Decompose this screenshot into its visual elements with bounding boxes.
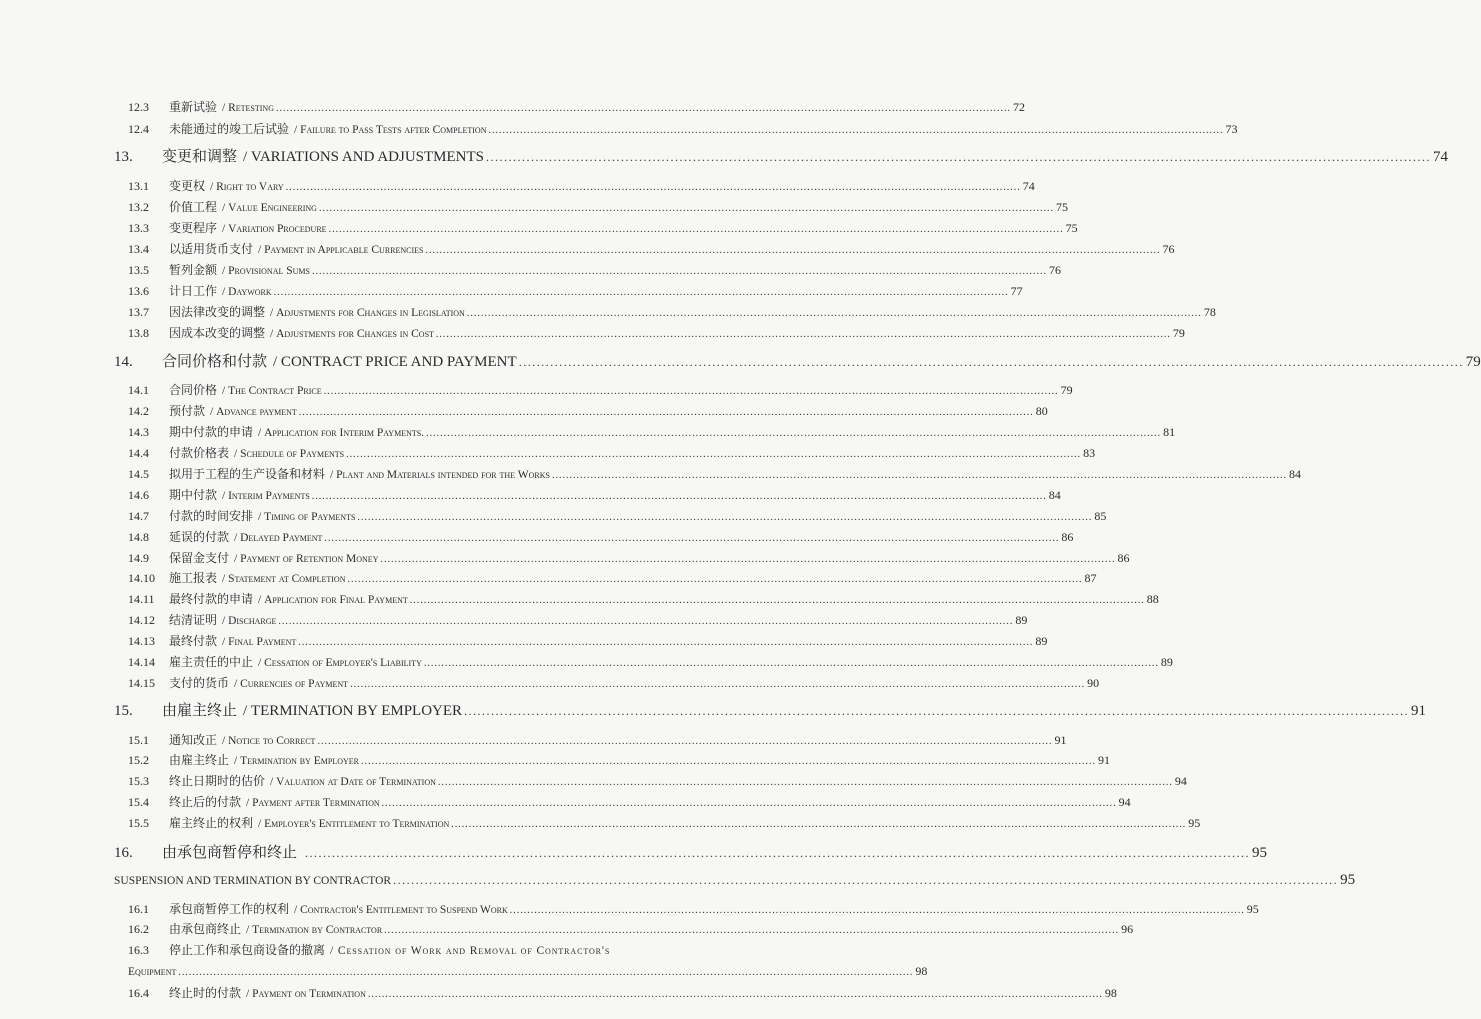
section-number: 15.2 (128, 753, 149, 767)
toc-entry-14-7 (128, 508, 1107, 526)
english-title: / Currencies of Payment (234, 678, 349, 690)
page-number: 78 (1203, 305, 1216, 319)
english-title: / Variation Procedure (222, 223, 327, 235)
english-title: / Termination by Employer (234, 755, 359, 767)
dot-leader: .................................................................................................................................................................................................................. (437, 777, 1173, 788)
page-number: 91 (1098, 753, 1110, 767)
english-title: / Application for Final Payment (258, 594, 408, 606)
toc-entry-14-15 (128, 675, 1100, 693)
dot-leader: .................................................................................................................................................................................................................. (435, 329, 1171, 340)
section-number: 16.1 (128, 902, 149, 916)
page-number: 89 (1160, 655, 1173, 669)
chinese-title: 以适用货币支付 (169, 242, 254, 256)
dot-leader: .................................................................................................................................................................................................................. (381, 798, 1117, 809)
chinese-title: 停止工作和承包商设备的撤离 (169, 943, 326, 957)
toc-entry-13-2 (128, 199, 1068, 217)
toc-entry-14-14 (128, 654, 1173, 672)
dot-leader: .................................................................................................................................................................................................................. (488, 125, 1224, 136)
dot-leader: .................................................................................................................................................................................................................. (425, 245, 1161, 256)
english-title: / Value Engineering (222, 202, 317, 214)
section-number: 14.6 (128, 488, 149, 502)
english-title: / Daywork (222, 286, 272, 298)
section-number: 13.6 (128, 284, 149, 298)
english-title: / Payment on Termination (246, 988, 366, 1000)
page-number: 75 (1065, 221, 1078, 235)
toc-entry-13-3 (128, 220, 1078, 238)
toc-chapter-15 (114, 701, 1427, 721)
english-title: / Right to Vary (210, 181, 284, 193)
section-number: 16.3 (128, 943, 149, 957)
dot-leader: .................................................................................................................................................................................................................. (347, 574, 1083, 585)
chapter-number: 15. (114, 703, 133, 719)
page-number: 88 (1146, 592, 1159, 606)
section-number: 12.4 (128, 122, 149, 136)
dot-leader: .................................................................................................................................................................................................................. (357, 512, 1093, 523)
page-number: 83 (1083, 446, 1096, 460)
section-number: 14.2 (128, 404, 149, 418)
section-number: 14.9 (128, 551, 149, 565)
toc-entry-13-5 (128, 262, 1061, 280)
section-number: 13.8 (128, 326, 149, 340)
dot-leader: .................................................................................................................................................................................................................. (323, 386, 1059, 397)
page-number: 98 (1104, 986, 1117, 1000)
dot-leader: .................................................................................................................................................................................................................. (426, 428, 1162, 439)
chinese-title: 合同价格和付款 (162, 354, 268, 370)
chinese-title: 暂列金额 (169, 263, 218, 277)
page-number: 77 (1010, 284, 1023, 298)
english-title: / Provisional Sums (222, 265, 310, 277)
english-title: / Notice to Correct (222, 735, 316, 747)
section-number: 13.3 (128, 221, 149, 235)
english-title: / Timing of Payments (258, 511, 356, 523)
english-title: / Interim Payments (222, 490, 310, 502)
english-title: / Statement at Completion (222, 573, 346, 585)
english-title: / Adjustments for Changes in Cost (270, 328, 434, 340)
english-title: / The Contract Price (222, 385, 322, 397)
dot-leader: .................................................................................................................................................................................................................. (384, 925, 1120, 936)
toc-entry-16-3-continued (128, 963, 928, 981)
toc-entry-14-6 (128, 487, 1061, 505)
chinese-title: 最终付款的申请 (169, 592, 254, 606)
toc-entry-14-13 (128, 633, 1048, 651)
chinese-title: 期中付款的申请 (169, 425, 254, 439)
chinese-title: 变更权 (169, 179, 206, 193)
dot-leader: .................................................................................................................................................................................................................. (285, 182, 1021, 193)
english-title: / Delayed Payment (234, 532, 323, 544)
chinese-title: 因成本改变的调整 (169, 326, 266, 340)
toc-entry-14-11 (128, 591, 1159, 609)
english-title: / Payment of Retention Money (234, 553, 379, 565)
page-number: 72 (1012, 100, 1025, 114)
chinese-title: 终止后的付款 (169, 795, 242, 809)
chinese-title: 因法律改变的调整 (169, 305, 266, 319)
toc-entry-13-6 (128, 283, 1023, 301)
dot-leader: .................................................................................................................................................................................................................. (361, 756, 1096, 767)
chinese-title: 结清证明 (169, 613, 218, 627)
page-number: 94 (1174, 774, 1187, 788)
toc-entry-14-8 (128, 529, 1074, 547)
english-title: / Payment after Termination (246, 797, 380, 809)
toc-entry-14-10 (128, 570, 1097, 588)
section-number: 16.2 (128, 922, 149, 936)
dot-leader: .................................................................................................................................................................................................................. (464, 704, 1410, 718)
toc-entry-15-1 (128, 732, 1067, 750)
page-number: 94 (1118, 795, 1131, 809)
english-title: / Failure to Pass Tests after Completion (294, 124, 487, 136)
toc-chapter-13 (114, 147, 1449, 167)
page-number: 76 (1048, 263, 1061, 277)
english-title: / Cessation of Work and Removal of Contractor's (330, 945, 611, 957)
toc-entry-14-5 (128, 466, 1301, 484)
chinese-title: 价值工程 (169, 200, 218, 214)
section-number: 14.15 (128, 676, 155, 690)
english-title: / Payment in Applicable Currencies (258, 244, 424, 256)
toc-chapter-14 (114, 352, 1481, 372)
chapter-number: 13. (114, 149, 133, 165)
english-title: / VARIATIONS AND ADJUSTMENTS (243, 149, 485, 165)
english-title: / Employer's Entitlement to Termination (258, 818, 450, 830)
toc-entry-15-4 (128, 794, 1131, 812)
chinese-title: 保留金支付 (169, 551, 230, 565)
page-number: 95 (1188, 816, 1201, 830)
section-number: 14.7 (128, 509, 149, 523)
page-number: 86 (1117, 551, 1130, 565)
toc-entry-15-2 (128, 752, 1110, 770)
toc-entry-12-3 (128, 99, 1025, 117)
toc-entry-14-12 (128, 612, 1028, 630)
chinese-title: 由承包商终止 (169, 922, 242, 936)
page-number: 91 (1411, 703, 1427, 719)
dot-leader: .................................................................................................................................................................................................................. (509, 905, 1245, 916)
toc-entry-13-7 (128, 304, 1216, 322)
page-number: 89 (1035, 634, 1048, 648)
section-number: 13.5 (128, 263, 149, 277)
chinese-title: 付款价格表 (169, 446, 230, 460)
page-number: 95 (1246, 902, 1259, 916)
page-number: 96 (1121, 922, 1134, 936)
chinese-title: 变更程序 (169, 221, 218, 235)
english-title: / TERMINATION BY EMPLOYER (243, 703, 463, 719)
chinese-title: 计日工作 (169, 284, 218, 298)
toc-entry-14-9 (128, 550, 1130, 568)
section-number: 14.13 (128, 634, 155, 648)
dot-leader: .................................................................................................................................................................................................................. (393, 873, 1339, 887)
section-number: 15.1 (128, 733, 149, 747)
page-number: 79 (1060, 383, 1073, 397)
chinese-title: 最终付款 (169, 634, 218, 648)
section-number: 13.1 (128, 179, 149, 193)
english-title: / Application for Interim Payments. (258, 427, 425, 439)
page-number: 76 (1162, 242, 1175, 256)
chapter-number: 14. (114, 354, 133, 370)
dot-leader: .................................................................................................................................................................................................................. (367, 989, 1103, 1000)
english-title: / Contractor's Entitlement to Suspend Work (294, 904, 508, 916)
section-number: 14.4 (128, 446, 149, 460)
toc-entry-14-4 (128, 445, 1096, 463)
dot-leader: .................................................................................................................................................................................................................. (350, 679, 1086, 690)
dot-leader: .................................................................................................................................................................................................................. (298, 407, 1034, 418)
dot-leader: .................................................................................................................................................................................................................. (324, 533, 1060, 544)
page-number: 98 (915, 964, 928, 978)
section-number: 15.4 (128, 795, 149, 809)
chinese-title: 拟用于工程的生产设备和材料 (169, 467, 326, 481)
english-title: / Schedule of Payments (234, 448, 345, 460)
section-number: 14.12 (128, 613, 155, 627)
toc-entry-15-5 (128, 815, 1201, 833)
page-number: 86 (1061, 530, 1074, 544)
chinese-title: 承包商暂停工作的权利 (169, 902, 290, 916)
chinese-title: 由雇主终止 (162, 703, 238, 719)
dot-leader: .................................................................................................................................................................................................................. (551, 470, 1287, 481)
dot-leader: .................................................................................................................................................................................................................. (178, 967, 914, 978)
page-number: 89 (1015, 613, 1028, 627)
toc-entry-12-4 (128, 121, 1238, 139)
dot-leader: .................................................................................................................................................................................................................. (278, 616, 1014, 627)
page-number: 95 (1252, 845, 1268, 861)
english-title-continued: Equipment (128, 966, 177, 978)
page-number: 74 (1022, 179, 1035, 193)
page-number: 95 (1340, 872, 1356, 888)
chinese-title: 期中付款 (169, 488, 218, 502)
english-title: / Retesting (222, 102, 274, 114)
dot-leader: .................................................................................................................................................................................................................. (486, 150, 1432, 164)
section-number: 15.3 (128, 774, 149, 788)
section-number: 12.3 (128, 100, 149, 114)
dot-leader: .................................................................................................................................................................................................................. (518, 355, 1464, 369)
page-number: 79 (1465, 354, 1481, 370)
english-title: / Cessation of Employer's Liability (258, 657, 422, 669)
dot-leader: .................................................................................................................................................................................................................. (423, 658, 1159, 669)
dot-leader: .................................................................................................................................................................................................................. (451, 819, 1187, 830)
chinese-title: 重新试验 (169, 100, 218, 114)
section-number: 16.4 (128, 986, 149, 1000)
chinese-title: 合同价格 (169, 383, 218, 397)
page-number: 74 (1433, 149, 1449, 165)
toc-entry-16-3 (128, 942, 674, 959)
english-title: / Plant and Materials intended for the Works (330, 469, 550, 481)
chinese-title: 通知改正 (169, 733, 218, 747)
toc-chapter-16-english (114, 870, 1356, 891)
dot-leader: .................................................................................................................................................................................................................. (318, 203, 1054, 214)
dot-leader: .................................................................................................................................................................................................................. (346, 449, 1082, 460)
section-number: 14.5 (128, 467, 149, 481)
toc-entry-16-1 (128, 901, 1259, 919)
english-title: / Termination by Contractor (246, 924, 383, 936)
chapter-number: 16. (114, 845, 133, 861)
english-title: / Discharge (222, 615, 277, 627)
page-number: 90 (1087, 676, 1100, 690)
toc-entry-15-3 (128, 773, 1187, 791)
english-title: / CONTRACT PRICE AND PAYMENT (273, 354, 517, 370)
chinese-title: 由雇主终止 (169, 753, 230, 767)
chinese-title: 雇主终止的权利 (169, 816, 254, 830)
page-number: 87 (1084, 571, 1097, 585)
chinese-title: 支付的货币 (169, 676, 230, 690)
chinese-title: 预付款 (169, 404, 206, 418)
dot-leader: .................................................................................................................................................................................................................. (328, 224, 1064, 235)
chinese-title: 延误的付款 (169, 530, 230, 544)
toc-entry-16-2 (128, 921, 1134, 939)
chinese-title: 终止时的付款 (169, 986, 242, 1000)
section-number: 13.7 (128, 305, 149, 319)
chinese-title: 未能通过的竣工后试验 (169, 122, 290, 136)
chinese-title: 变更和调整 (162, 149, 238, 165)
english-title: / Final Payment (222, 636, 297, 648)
dot-leader: .................................................................................................................................................................................................................. (311, 491, 1047, 502)
toc-chapter-16 (114, 843, 1268, 863)
chinese-title: 施工报表 (169, 571, 218, 585)
page-number: 91 (1054, 733, 1067, 747)
section-number: 14.8 (128, 530, 149, 544)
toc-entry-13-4 (128, 241, 1175, 259)
dot-leader: .................................................................................................................................................................................................................. (298, 637, 1034, 648)
toc-entry-13-8 (128, 325, 1185, 343)
english-title: / Adjustments for Changes in Legislation (270, 307, 465, 319)
page-number: 84 (1288, 467, 1301, 481)
chinese-title: 由承包商暂停和终止 (162, 845, 298, 861)
english-title: / Advance payment (210, 406, 297, 418)
section-number: 15.5 (128, 816, 149, 830)
page-number: 79 (1172, 326, 1185, 340)
dot-leader: .................................................................................................................................................................................................................. (273, 287, 1009, 298)
page-number: 75 (1055, 200, 1068, 214)
section-number: 14.1 (128, 383, 149, 397)
page-number: 84 (1048, 488, 1061, 502)
toc-entry-14-3 (128, 424, 1176, 442)
chinese-title: 雇主责任的中止 (169, 655, 254, 669)
chinese-title: 付款的时间安排 (169, 509, 254, 523)
section-number: 13.4 (128, 242, 149, 256)
section-number: 14.10 (128, 571, 155, 585)
page-number: 73 (1225, 122, 1238, 136)
dot-leader: .................................................................................................................................................................................................................. (466, 308, 1202, 319)
toc-entry-16-4 (128, 985, 1117, 1003)
dot-leader: .................................................................................................................................................................................................................. (380, 554, 1116, 565)
dot-leader: .................................................................................................................................................................................................................. (317, 736, 1053, 747)
page-number: 85 (1094, 509, 1107, 523)
english-title: SUSPENSION AND TERMINATION BY CONTRACTOR (114, 875, 392, 887)
page-number: 81 (1163, 425, 1176, 439)
dot-leader: .................................................................................................................................................................................................................. (409, 595, 1145, 606)
dot-leader: .................................................................................................................................................................................................................. (305, 846, 1251, 860)
english-title: / Valuation at Date of Termination (270, 776, 436, 788)
toc-entry-14-2 (128, 403, 1048, 421)
section-number: 14.3 (128, 425, 149, 439)
chinese-title: 终止日期时的估价 (169, 774, 266, 788)
dot-leader: .................................................................................................................................................................................................................. (311, 266, 1047, 277)
dot-leader: .................................................................................................................................................................................................................. (275, 103, 1011, 114)
toc-entry-14-1 (128, 382, 1073, 400)
toc-entry-13-1 (128, 178, 1035, 196)
section-number: 14.11 (128, 592, 155, 606)
section-number: 13.2 (128, 200, 149, 214)
section-number: 14.14 (128, 655, 155, 669)
page-number: 80 (1035, 404, 1048, 418)
